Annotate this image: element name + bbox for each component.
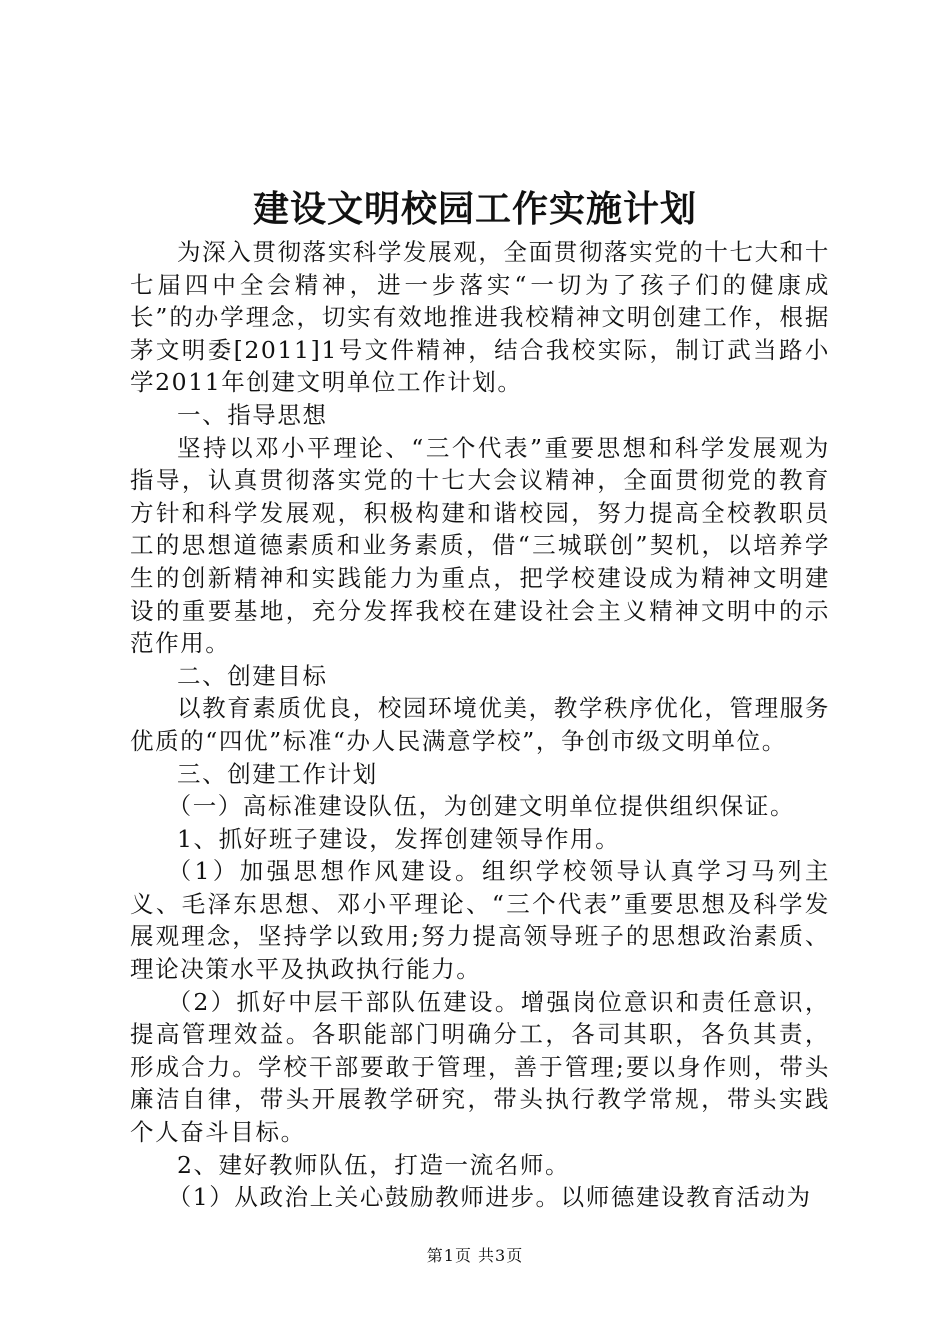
heading-work-plan: 三、创建工作计划 [177,759,378,788]
paragraph-intro: 为深入贯彻落实科学发展观，全面贯彻落实党的十七大和十七届四中全会精神，进一步落实“一切为了孩子们的健康成长”的办学理念，切实有效地推进我校精神文明创建工作，根据茅文明委[2011]1号文件精神，结合我校实际，制订武当路小学2011年创建文明单位工作计划。 [130,238,830,397]
item-middle-cadres: （2）抓好中层干部队伍建设。增强岗位意识和责任意识，提高管理效益。各职能部门明确分工，各司其职，各负其责，形成合力。学校干部要敢于管理，善于管理;要以身作则，带头廉洁自律，带头开展教学研究，带头执行教学常规，带头实践个人奋斗目标。 [130,987,830,1147]
page-number-footer: 第1页 共3页 [426,1246,524,1265]
item-teacher-team: 2、建好教师队伍，打造一流名师。 [177,1150,571,1179]
paragraph-guiding-thought: 坚持以邓小平理论、“三个代表”重要思想和科学发展观为指导，认真贯彻落实党的十七大会议精神，全面贯彻党的教育方针和科学发展观，积极构建和谐校园，努力提高全校教职员工的思想道德素质和业务素质，借“三城联创”契机，以培养学生的创新精神和实践能力为重点，把学校建设成为精神文明建设的重要基地，充分发挥我校在建设社会主义精神文明中的示范作用。 [130,433,830,658]
item-ideology-style: （1）加强思想作风建设。组织学校领导认真学习马列主义、毛泽东思想、邓小平理论、“三个代表”重要思想及科学发展观理念，坚持学以致用;努力提高领导班子的思想政治素质、理论决策水平及执政执行能力。 [130,857,830,984]
document-title: 建设文明校园工作实施计划 [252,188,697,230]
document-body [130,236,830,1214]
heading-guiding-thought: 一、指导思想 [177,400,328,429]
subheading-team-building: （一）高标准建设队伍，为创建文明单位提供组织保证。 [167,792,796,821]
heading-goals: 二、创建目标 [177,661,328,690]
paragraph-goals: 以教育素质优良，校园环境优美，教学秩序优化，管理服务优质的“四优”标准“办人民满意学校”，争创市级文明单位。 [130,694,830,755]
item-teacher-politics: （1）从政治上关心鼓励教师进步。以师德建设教育活动为 [167,1183,812,1212]
item-leadership: 1、抓好班子建设，发挥创建领导作用。 [177,824,621,853]
